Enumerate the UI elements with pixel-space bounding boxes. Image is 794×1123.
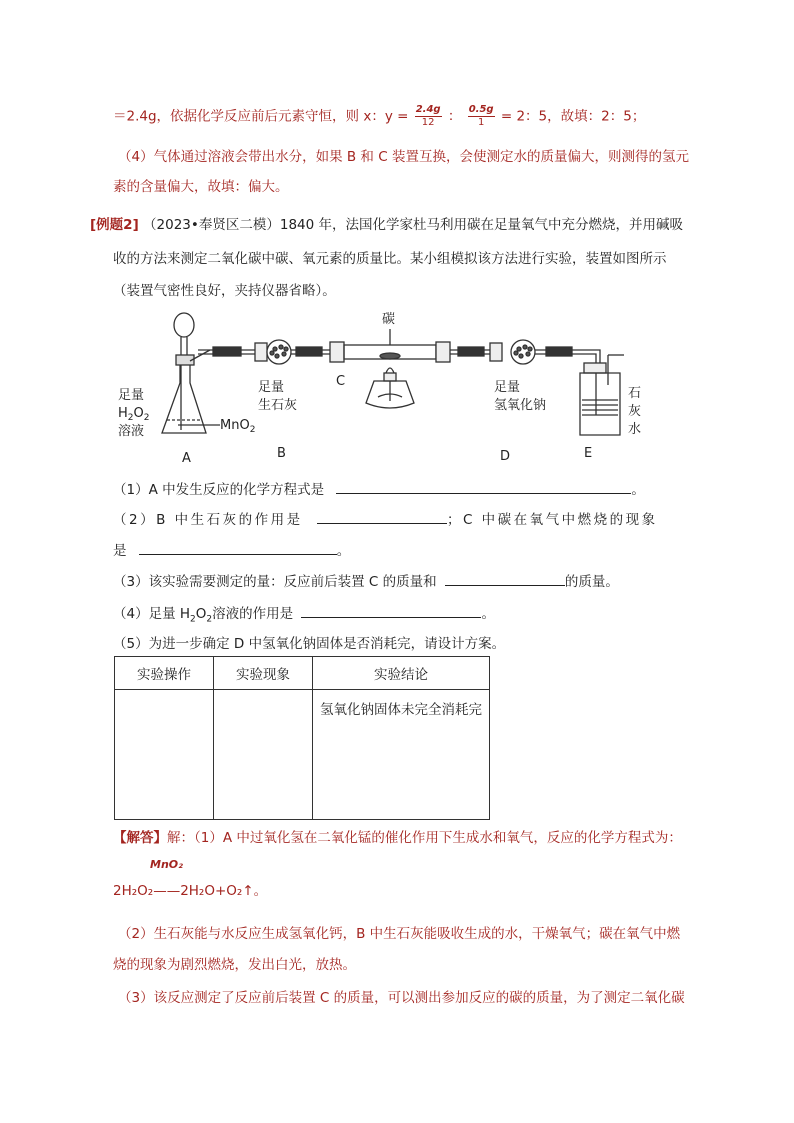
example-text-1: （2023•奉贤区二模）1840 年，法国化学家杜马利用碳在足量氧气中充分燃烧，并用碱吸 xyxy=(143,217,683,233)
answer-blank-1[interactable] xyxy=(336,481,631,494)
question-2 xyxy=(113,508,658,528)
label-e-1: 石 xyxy=(628,386,642,401)
label-b-2: 生石灰 xyxy=(258,398,298,413)
label-mno2: MnO$_2$ xyxy=(220,418,256,435)
example-tag: [例题2] xyxy=(90,217,139,233)
question-3-text-b: 的质量。 xyxy=(564,574,619,590)
answer-para3: （3）该反应测定了反应前后装置 C 的质量，可以测出参加反应的碳的质量，为了测定二氧化碳 xyxy=(118,990,685,1006)
question-4-text-c: 溶液的作用是 xyxy=(212,606,294,622)
question-1-text: （1）A 中发生反应的化学方程式是 xyxy=(113,482,325,498)
fraction-2-denominator: 1 xyxy=(477,117,485,128)
answer-blank-3[interactable] xyxy=(445,573,565,586)
label-c: C xyxy=(336,374,346,389)
apparatus-diagram xyxy=(0,305,794,465)
answer-text: 解：（1）A 中过氧化氢在二氧化锰的催化作用下生成水和氧气，反应的化学方程式为： xyxy=(167,830,682,846)
fraction-2 xyxy=(468,104,495,129)
answer-blank-2b[interactable] xyxy=(139,542,337,555)
label-A: A xyxy=(182,451,191,465)
label-e-2: 灰 xyxy=(628,404,642,419)
question-3 xyxy=(113,570,619,590)
example-line-1 xyxy=(90,213,683,233)
fraction-colon: ： xyxy=(447,108,462,125)
question-2-text-a: （2）B 中生石灰的作用是 xyxy=(113,512,303,528)
apparatus-b xyxy=(255,340,330,364)
question-4-text-a: （4）足量 H xyxy=(113,606,191,622)
table-cell-conclusion: 氢氧化钠固体未完全消耗完 xyxy=(313,690,490,820)
question-4-sub2: 2 xyxy=(206,614,213,625)
answer-blank-4[interactable] xyxy=(301,605,481,618)
label-a-2: $H_2O_2$ xyxy=(118,406,150,423)
example-line-3: （装置气密性良好，夹持仪器省略）。 xyxy=(113,283,336,299)
fraction-1-denominator: 12 xyxy=(421,117,435,128)
label-d-1: 足量 xyxy=(494,380,521,395)
answer-blank-2a[interactable] xyxy=(317,511,447,524)
apparatus-c xyxy=(330,329,490,408)
answer-para4-line-b: 素的含量偏大，故填：偏大。 xyxy=(113,179,289,195)
question-2-text-b: ；C 中碳在氧气中燃烧的现象 xyxy=(446,512,658,528)
label-D: D xyxy=(500,449,511,464)
table-header-phenomenon: 实验现象 xyxy=(214,657,313,690)
label-e-3: 水 xyxy=(628,422,642,437)
label-carbon: 碳 xyxy=(382,312,396,327)
answer-equation: 2H₂O₂——2H₂O+O₂↑。 xyxy=(113,883,268,899)
line1-suffix: = 2：5，故填：2：5； xyxy=(500,108,646,125)
question-4: （4）足量 $H_2O_2$溶液的作用是 。 xyxy=(113,606,495,625)
apparatus-e xyxy=(580,355,624,435)
apparatus-a xyxy=(162,313,220,433)
question-2-cont: 是 。 xyxy=(113,543,351,559)
answer-line-1 xyxy=(113,104,645,129)
question-4-sub: 2 xyxy=(190,614,196,625)
example-line-2: 收的方法来测定二氧化碳中碳、氧元素的质量比。某小组模拟该方法进行实验，装置如图所示 xyxy=(113,251,667,267)
answer-intro xyxy=(113,826,682,846)
label-a-3: 溶液 xyxy=(118,424,145,439)
fraction-1 xyxy=(415,104,442,129)
answer-para2-a: （2）生石灰能与水反应生成氢氧化钙，B 中生石灰能吸收生成的水，干燥氧气；碳在氧气中燃 xyxy=(118,926,681,942)
table-header-conclusion: 实验结论 xyxy=(313,657,490,690)
fraction-2-numerator: 0.5g xyxy=(468,104,494,115)
fraction-1-numerator: 2.4g xyxy=(415,104,441,115)
table-cell-phenomenon[interactable] xyxy=(214,690,313,820)
line1-prefix: ＝2.4g，依据化学反应前后元素守恒，则 x：y = xyxy=(113,108,409,125)
answer-tag: 【解答】 xyxy=(113,830,167,846)
question-3-text-a: （3）该实验需要测定的量：反应前后装置 C 的质量和 xyxy=(113,574,437,590)
label-b-1: 足量 xyxy=(258,380,285,395)
table-cell-operation[interactable] xyxy=(115,690,214,820)
answer-catalyst: MnO₂ xyxy=(150,858,183,871)
answer-para2-b: 烧的现象为剧烈燃烧，发出白光，放热。 xyxy=(113,957,356,973)
table-header-operation: 实验操作 xyxy=(115,657,214,690)
label-E: E xyxy=(584,446,593,461)
question-5: （5）为进一步确定 D 中氢氧化钠固体是否消耗完，请设计方案。 xyxy=(113,636,506,652)
question-4-text-b: O xyxy=(195,606,207,622)
question-2-text-c: 是 xyxy=(113,543,127,559)
answer-para4-line-a: （4）气体通过溶液会带出水分，如果 B 和 C 装置互换，会使测定水的质量偏大，则测得的氢元 xyxy=(118,149,689,165)
label-a-1: 足量 xyxy=(118,388,145,403)
experiment-table xyxy=(114,656,490,820)
label-d-2: 氢氧化钠 xyxy=(494,398,547,413)
question-1: （1）A 中发生反应的化学方程式是 。 xyxy=(113,482,645,498)
label-B: B xyxy=(277,446,286,461)
